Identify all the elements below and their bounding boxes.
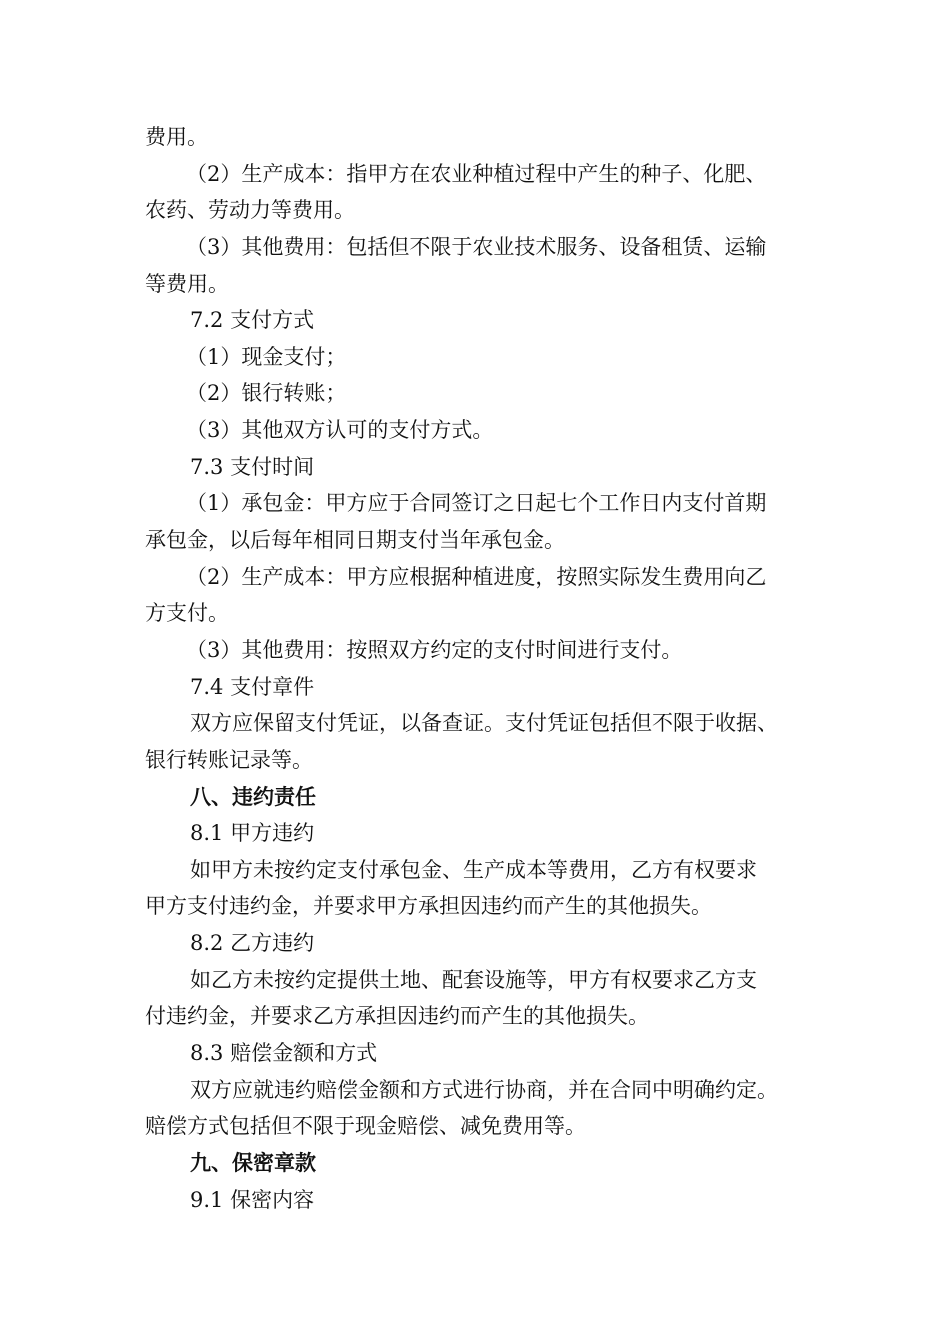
- text-line: （3）其他费用：按照双方约定的支付时间进行支付。: [186, 637, 683, 662]
- text-line: （2）生产成本：甲方应根据种植进度，按照实际发生费用向乙: [186, 564, 767, 589]
- text-line: 8.2 乙方违约: [190, 931, 315, 956]
- text-line: 9.1 保密内容: [190, 1187, 315, 1212]
- text-line: 等费用。: [145, 271, 229, 296]
- text-line: 承包金，以后每年相同日期支付当年承包金。: [145, 528, 565, 553]
- text-line: （1）承包金：甲方应于合同签订之日起七个工作日内支付首期: [186, 491, 767, 516]
- text-line: 如甲方未按约定支付承包金、生产成本等费用，乙方有权要求: [190, 857, 757, 882]
- text-line: 农药、劳动力等费用。: [145, 198, 355, 223]
- document-body: [145, 119, 825, 1218]
- section-heading: 八、违约责任: [190, 784, 316, 809]
- text-line: 7.4 支付章件: [190, 674, 315, 699]
- section-heading: 九、保密章款: [190, 1150, 316, 1175]
- text-line: 付违约金，并要求乙方承担因违约而产生的其他损失。: [145, 1004, 649, 1029]
- text-line: 赔偿方式包括但不限于现金赔偿、减免费用等。: [145, 1114, 586, 1139]
- text-line: 8.1 甲方违约: [190, 821, 315, 846]
- text-line: 8.3 赔偿金额和方式: [190, 1041, 378, 1066]
- text-line: 方支付。: [145, 601, 229, 626]
- text-line: 7.3 支付时间: [190, 454, 315, 479]
- text-line: 双方应就违约赔偿金额和方式进行协商，并在合同中明确约定。: [190, 1077, 778, 1102]
- text-line: （3）其他费用：包括但不限于农业技术服务、设备租赁、运输: [186, 234, 767, 259]
- text-line: （3）其他双方认可的支付方式。: [186, 418, 494, 443]
- text-line: 7.2 支付方式: [190, 308, 315, 333]
- text-line: （2）银行转账；: [186, 381, 347, 406]
- text-line: （2）生产成本：指甲方在农业种植过程中产生的种子、化肥、: [186, 161, 767, 186]
- text-line: 双方应保留支付凭证，以备查证。支付凭证包括但不限于收据、: [190, 711, 778, 736]
- text-line: （1）现金支付；: [186, 344, 347, 369]
- text-line: 甲方支付违约金，并要求甲方承担因违约而产生的其他损失。: [145, 894, 712, 919]
- text-line: 费用。: [145, 125, 208, 149]
- text-line: 如乙方未按约定提供土地、配套设施等，甲方有权要求乙方支: [190, 967, 757, 992]
- text-line: 银行转账记录等。: [145, 747, 313, 772]
